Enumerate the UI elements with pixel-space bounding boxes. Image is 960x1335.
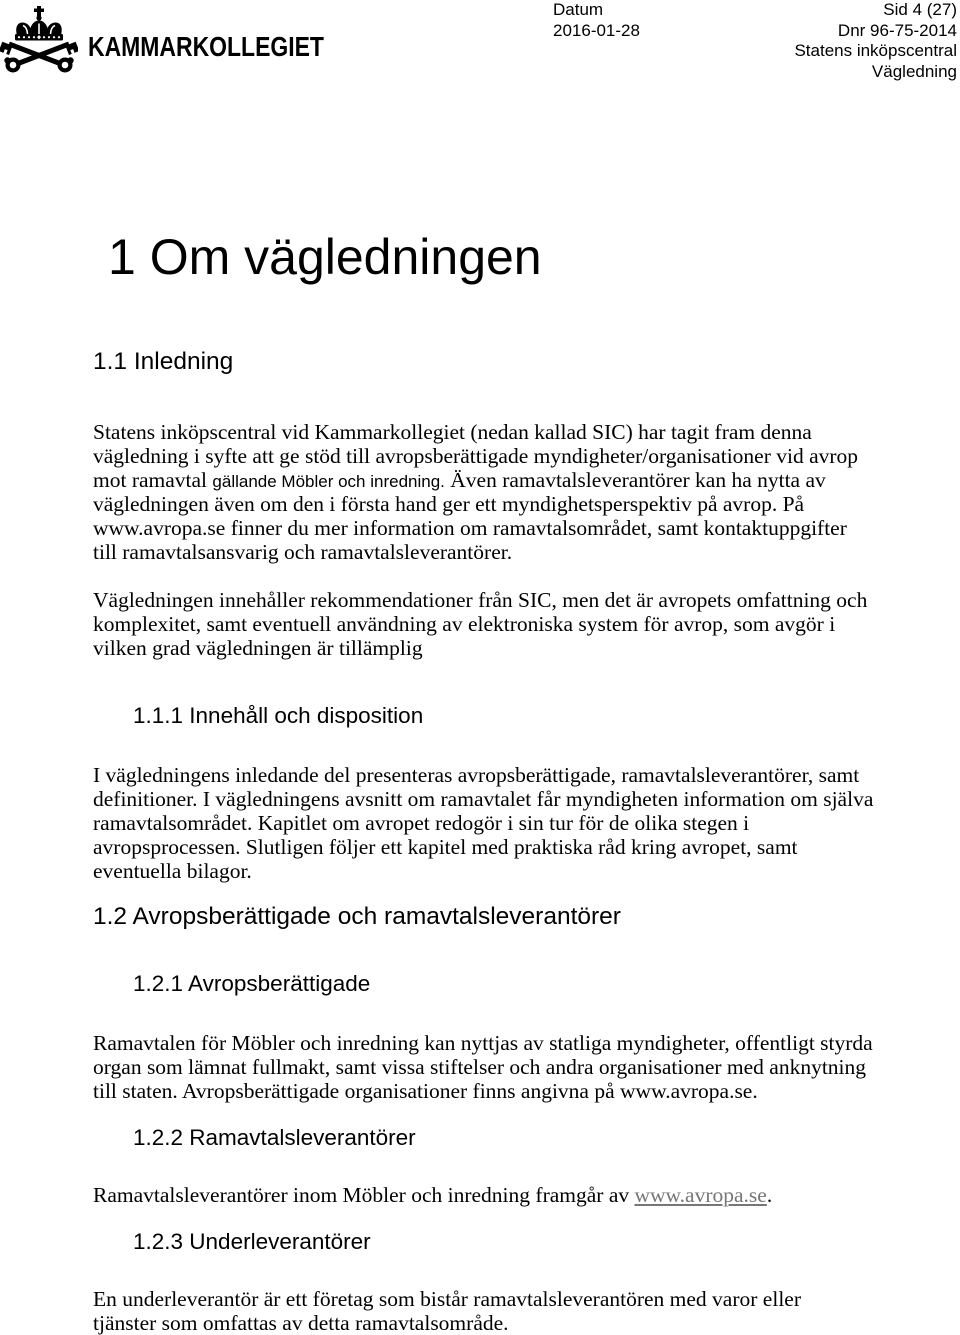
paragraph-line <box>93 468 858 492</box>
section-heading-1-2: 1.2 Avropsberättigade och ramavtalsleverantörer <box>93 903 621 930</box>
paragraph <box>93 763 873 883</box>
paragraph-line: En underleverantör är ett företag som bistår ramavtalsleverantören med varor eller <box>93 1287 801 1311</box>
paragraph <box>93 1183 772 1207</box>
inserted-field-text: gällande Möbler och inredning. <box>212 472 445 491</box>
section-heading-1-2-1: 1.2.1 Avropsberättigade <box>133 971 371 996</box>
logo-wordmark: KAMMARKOLLEGIET <box>88 31 324 62</box>
paragraph-line: avropsprocessen. Slutligen följer ett kapitel med praktiska råd kring avropet, samt <box>93 835 798 859</box>
chapter-title: 1 Om vägledningen <box>108 229 542 285</box>
crown-and-keys-emblem-icon <box>0 6 78 74</box>
paragraph-line: komplexitet, samt eventuell användning av elektroniska system för avrop, som avgör i <box>93 612 836 636</box>
paragraph <box>93 1287 801 1335</box>
section-heading-1-2-3: 1.2.3 Underleverantörer <box>133 1229 371 1254</box>
paragraph-line: organ som lämnat fullmakt, samt vissa stiftelser och andra organisationer med anknytning <box>93 1055 867 1079</box>
line-text: Även ramavtalsleverantörer kan ha nytta av <box>444 468 826 492</box>
paragraph-line: vägledning i syfte att ge stöd till avropsberättigade myndigheter/organisationer vid avrop <box>93 444 859 468</box>
paragraph-line: eventuella bilagor. <box>93 859 252 883</box>
section-heading-1-1: 1.1 Inledning <box>93 348 234 375</box>
paragraph-line <box>93 1183 772 1207</box>
paragraph-line: till ramavtalsansvarig och ramavtalsleverantörer. <box>93 540 513 564</box>
page-number: Sid 4 (27) <box>883 0 957 19</box>
paragraph-line: tjänster som omfattas av detta ramavtalsområde. <box>93 1311 509 1335</box>
paragraph <box>93 420 858 564</box>
department-name: Statens inköpscentral <box>794 41 957 60</box>
paragraph-line: Vägledningen innehåller rekommendationer från SIC, men det är avropets omfattning och <box>93 588 868 612</box>
date-label: Datum <box>553 0 604 19</box>
paragraph-line: definitioner. I vägledningens avsnitt om ramavtalet får myndigheten information om själva <box>93 787 874 811</box>
paragraph-line: till staten. Avropsberättigade organisationer finns angivna på www.avropa.se. <box>93 1079 758 1103</box>
paragraph-line: ramavtalsområdet. Kapitlet om avropet redogör i sin tur för de olika stegen i <box>93 811 750 835</box>
paragraph-line: Statens inköpscentral vid Kammarkollegiet (nedan kallad SIC) har tagit fram denna <box>93 420 812 444</box>
date-block <box>553 0 640 41</box>
paragraph-line: Ramavtalen för Möbler och inredning kan nyttjas av statliga myndigheter, offentligt styrda <box>93 1031 873 1055</box>
line-text: . <box>766 1183 773 1207</box>
document-type: Vägledning <box>871 61 957 81</box>
registration-number: Dnr 96-75-2014 <box>837 20 957 40</box>
line-text: mot ramavtal <box>93 468 213 492</box>
paragraph <box>93 588 867 660</box>
paragraph-line: vilken grad vägledningen är tillämplig <box>93 636 423 660</box>
section-heading-1-1-1: 1.1.1 Innehåll och disposition <box>133 703 424 728</box>
paragraph-line: www.avropa.se finner du mer information om ramavtalsområdet, samt kontaktuppgifter <box>93 516 847 540</box>
date-value: 2016-01-28 <box>553 20 640 40</box>
paragraph-line: I vägledningens inledande del presenteras avropsberättigade, ramavtalsleverantörer, samt <box>93 763 860 787</box>
line-text: Ramavtalsleverantörer inom Möbler och inredning framgår av <box>93 1183 635 1207</box>
section-heading-1-2-2: 1.2.2 Ramavtalsleverantörer <box>133 1125 416 1150</box>
document-info <box>794 0 957 82</box>
avropa-link[interactable]: www.avropa.se <box>634 1183 767 1207</box>
paragraph <box>93 1031 873 1103</box>
paragraph-line: vägledningen även om den i första hand ger ett myndighetsperspektiv på avrop. På <box>93 492 805 516</box>
kammarkollegiet-logo <box>0 0 340 80</box>
